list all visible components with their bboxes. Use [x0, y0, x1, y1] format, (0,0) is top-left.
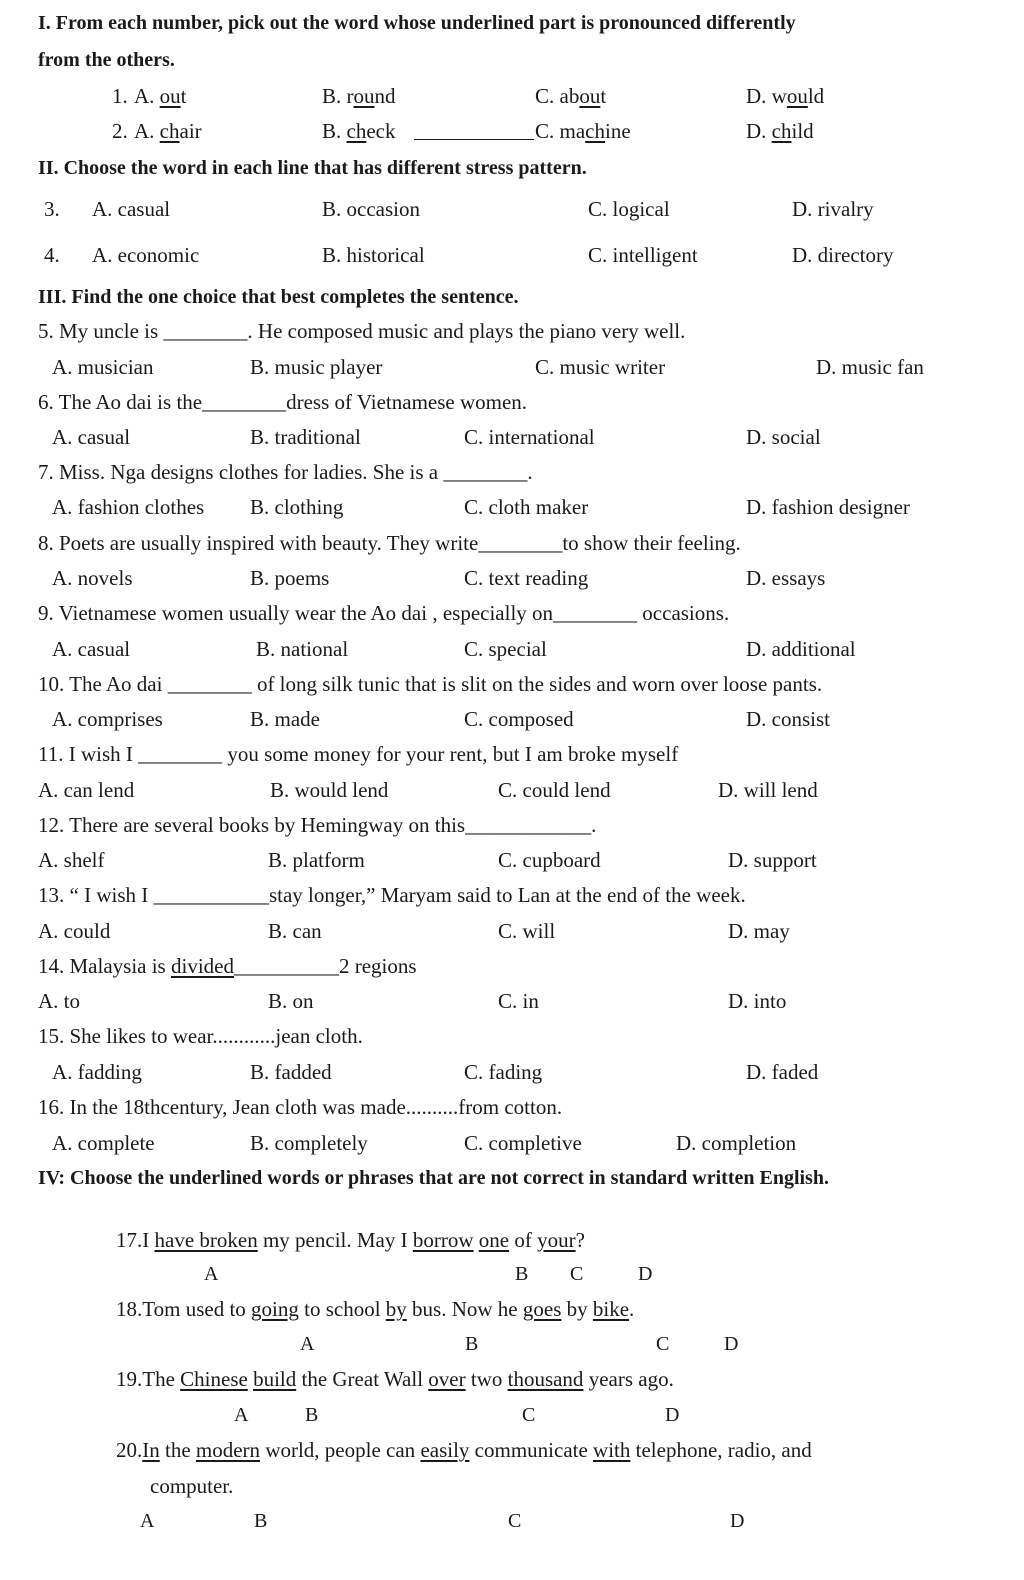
- option-b[interactable]: B. can: [268, 919, 322, 943]
- stem-text: .: [591, 813, 597, 837]
- stem-text: dress of Vietnamese women.: [286, 390, 528, 414]
- letter-d: D: [724, 1333, 739, 1355]
- option-b[interactable]: B. would lend: [270, 778, 389, 802]
- sentence-text: world, people can: [260, 1438, 421, 1462]
- stem-text: 12. There are several books by Hemingway on this: [38, 813, 466, 837]
- question-stem: [38, 741, 678, 767]
- answer-blank[interactable]: ________: [443, 460, 528, 484]
- option-d[interactable]: D. will lend: [718, 778, 818, 802]
- answer-blank[interactable]: ___________: [153, 883, 269, 907]
- sentence-continuation: computer.: [150, 1474, 234, 1498]
- question-sentence: [116, 1296, 634, 1322]
- option-text: t: [600, 84, 607, 108]
- option-b[interactable]: B. national: [256, 637, 349, 661]
- underlined-c[interactable]: easily: [420, 1438, 470, 1462]
- option-b[interactable]: B. platform: [268, 848, 365, 872]
- option-text: ld: [807, 84, 825, 108]
- letter-b: B: [305, 1404, 319, 1426]
- option-c[interactable]: C. intelligent: [588, 243, 698, 267]
- option-text: A.: [134, 84, 160, 108]
- letter-d: D: [730, 1510, 745, 1532]
- option-c[interactable]: [535, 83, 606, 109]
- answer-blank[interactable]: ________: [138, 742, 223, 766]
- answer-blank[interactable]: __________: [233, 954, 339, 978]
- sentence-text: .: [629, 1297, 635, 1321]
- option-a[interactable]: A. economic: [92, 243, 200, 267]
- underlined-part: ch: [585, 119, 605, 143]
- stem-text: 2 regions: [338, 954, 417, 978]
- question-stem: [38, 600, 729, 626]
- option-b[interactable]: B. music player: [250, 355, 383, 379]
- option-a[interactable]: A. fashion clothes: [52, 495, 205, 519]
- question-stem: [38, 318, 685, 344]
- option-d[interactable]: D. directory: [792, 243, 894, 267]
- underlined-d[interactable]: with: [593, 1438, 631, 1462]
- letter-a: A: [300, 1333, 315, 1355]
- letter-b: B: [465, 1333, 479, 1355]
- sentence-text: communicate: [469, 1438, 594, 1462]
- question-stem: [38, 812, 596, 838]
- section-4-heading: IV: Choose the underlined words or phrases that are not correct in standard written English.: [38, 1167, 829, 1189]
- option-b[interactable]: B. made: [250, 707, 320, 731]
- question-stem: [38, 953, 417, 979]
- sentence-text: by: [561, 1297, 593, 1321]
- underlined-a[interactable]: have broken: [154, 1228, 258, 1252]
- sentence-text: the Great Wall: [296, 1367, 429, 1391]
- stem-text: of long silk tunic that is slit on the sides and worn over loose pants.: [251, 672, 823, 696]
- stem-text: to show their feeling.: [562, 531, 741, 555]
- underlined-part: ch: [159, 119, 180, 143]
- option-text: C. ab: [535, 84, 580, 108]
- underlined-b[interactable]: build: [253, 1367, 297, 1391]
- sentence-text: years ago.: [583, 1367, 674, 1391]
- option-d[interactable]: D. social: [746, 425, 821, 449]
- stem-text: 10. The Ao dai: [38, 672, 168, 696]
- option-c[interactable]: C. fading: [464, 1060, 543, 1084]
- option-c[interactable]: C. special: [464, 637, 547, 661]
- option-a[interactable]: A. complete: [52, 1131, 155, 1155]
- sentence-text: Tom used to: [142, 1297, 252, 1321]
- option-text: eck: [366, 119, 396, 143]
- option-text: t: [180, 84, 187, 108]
- option-d[interactable]: D. into: [728, 989, 787, 1013]
- option-d[interactable]: D. support: [728, 848, 817, 872]
- stem-text: stay longer,” Maryam said to Lan at the end of the week.: [268, 883, 746, 907]
- option-c[interactable]: C. composed: [464, 707, 574, 731]
- section-1-heading-line-2: from the others.: [38, 49, 175, 71]
- option-text: ild: [791, 119, 814, 143]
- option-d[interactable]: D. consist: [746, 707, 830, 731]
- question-number: 1.: [112, 84, 128, 108]
- option-c[interactable]: C. in: [498, 989, 539, 1013]
- option-a[interactable]: A. casual: [52, 425, 131, 449]
- question-number: 20.: [116, 1438, 143, 1462]
- option-text: nd: [374, 84, 396, 108]
- underlined-a[interactable]: going: [251, 1297, 299, 1321]
- option-d[interactable]: D. fashion designer: [746, 495, 910, 519]
- option-c[interactable]: C. cloth maker: [464, 495, 589, 519]
- option-text: ine: [605, 119, 631, 143]
- question-number: 17.: [116, 1228, 143, 1252]
- sentence-text: The: [142, 1367, 181, 1391]
- sentence-text: to school: [298, 1297, 386, 1321]
- letter-a: A: [234, 1404, 249, 1426]
- underlined-d[interactable]: thousand: [507, 1367, 584, 1391]
- option-d[interactable]: D. completion: [676, 1131, 797, 1155]
- underlined-part: ch: [346, 119, 367, 143]
- sentence-text: ?: [575, 1228, 585, 1252]
- option-text: A.: [134, 119, 160, 143]
- answer-blank[interactable]: ________: [553, 601, 638, 625]
- option-d[interactable]: [746, 118, 814, 144]
- letter-a: A: [204, 1263, 219, 1285]
- option-c[interactable]: C. completive: [464, 1131, 582, 1155]
- underlined-b[interactable]: modern: [195, 1438, 261, 1462]
- stem-text: 7. Miss. Nga designs clothes for ladies. She is a: [38, 460, 444, 484]
- question-number: 2.: [112, 119, 128, 143]
- underlined-c[interactable]: over: [428, 1367, 466, 1391]
- question-stem: [38, 459, 533, 485]
- option-c[interactable]: C. international: [464, 425, 595, 449]
- stem-text: 11. I wish I: [38, 742, 139, 766]
- letter-d: D: [665, 1404, 680, 1426]
- stem-text: 8. Poets are usually inspired with beauty. They write: [38, 531, 479, 555]
- option-text: D.: [746, 119, 772, 143]
- option-a[interactable]: A. to: [38, 989, 80, 1013]
- underlined-b[interactable]: by: [385, 1297, 407, 1321]
- option-c[interactable]: C. cupboard: [498, 848, 601, 872]
- option-a[interactable]: [134, 83, 187, 109]
- sentence-text: two: [465, 1367, 508, 1391]
- option-b[interactable]: B. occasion: [322, 197, 420, 221]
- underlined-part: ou: [353, 84, 375, 108]
- section-2-heading: II. Choose the word in each line that has different stress pattern.: [38, 157, 587, 179]
- option-c[interactable]: C. logical: [588, 197, 670, 221]
- option-c[interactable]: C. could lend: [498, 778, 611, 802]
- option-b[interactable]: B. fadded: [250, 1060, 332, 1084]
- letter-c: C: [522, 1404, 536, 1426]
- stem-text: 14. Malaysia is: [38, 954, 171, 978]
- sentence-text: telephone, radio, and: [630, 1438, 812, 1462]
- option-a[interactable]: A. fadding: [52, 1060, 142, 1084]
- letter-c: C: [570, 1263, 584, 1285]
- option-b[interactable]: [322, 83, 396, 109]
- question-stem: 15. She likes to wear............jean cloth.: [38, 1024, 363, 1048]
- underlined-word: divided: [170, 954, 234, 978]
- stem-text: 13. “ I wish I: [38, 883, 154, 907]
- option-b[interactable]: B. clothing: [250, 495, 344, 519]
- question-stem: [38, 671, 822, 697]
- question-stem: [38, 882, 746, 908]
- option-text: C. ma: [535, 119, 586, 143]
- option-d[interactable]: D. may: [728, 919, 790, 943]
- underlined-part: ou: [579, 84, 601, 108]
- option-b[interactable]: B. traditional: [250, 425, 361, 449]
- stem-text: 9. Vietnamese women usually wear the Ao dai , especially on: [38, 601, 554, 625]
- stem-text: you some money for your rent, but I am broke myself: [222, 742, 679, 766]
- option-d[interactable]: D. essays: [746, 566, 826, 590]
- underlined-a[interactable]: In: [142, 1438, 160, 1462]
- answer-blank[interactable]: ____________: [465, 813, 592, 837]
- option-a[interactable]: [134, 118, 202, 144]
- option-b[interactable]: B. completely: [250, 1131, 368, 1155]
- underlined-d[interactable]: bike: [592, 1297, 630, 1321]
- sentence-text: I: [142, 1228, 155, 1252]
- letter-a: A: [140, 1510, 155, 1532]
- option-d[interactable]: D. additional: [746, 637, 856, 661]
- question-number: 19.: [116, 1367, 143, 1391]
- answer-blank[interactable]: ________: [478, 531, 563, 555]
- option-c[interactable]: C. will: [498, 919, 556, 943]
- option-b[interactable]: B. poems: [250, 566, 330, 590]
- underlined-d[interactable]: your: [537, 1228, 576, 1252]
- option-a[interactable]: A. comprises: [52, 707, 163, 731]
- stem-text: occasions.: [637, 601, 730, 625]
- section-1-heading-line-1: I. From each number, pick out the word whose underlined part is pronounced differently: [38, 12, 796, 34]
- option-c[interactable]: C. music writer: [535, 355, 666, 379]
- blank-line: [414, 139, 534, 140]
- option-d[interactable]: D. music fan: [816, 355, 924, 379]
- option-text: D. w: [746, 84, 787, 108]
- option-c[interactable]: [535, 118, 631, 144]
- underlined-part: ou: [159, 84, 181, 108]
- question-stem: [38, 389, 527, 415]
- underlined-part: ch: [771, 119, 792, 143]
- question-number: 4.: [44, 243, 60, 267]
- underlined-c[interactable]: one: [478, 1228, 510, 1252]
- option-text: B. r: [322, 84, 354, 108]
- section-3-heading: III. Find the one choice that best completes the sentence.: [38, 286, 519, 308]
- sentence-text: bus. Now he: [406, 1297, 523, 1321]
- option-a[interactable]: A. musician: [52, 355, 154, 379]
- option-a[interactable]: A. shelf: [38, 848, 105, 872]
- underlined-part: ou: [786, 84, 808, 108]
- answer-blank[interactable]: ________: [202, 390, 287, 414]
- letter-b: B: [254, 1510, 268, 1532]
- stem-text: . He composed music and plays the piano very well.: [247, 319, 686, 343]
- underlined-a[interactable]: Chinese: [180, 1367, 248, 1391]
- option-c[interactable]: C. text reading: [464, 566, 589, 590]
- option-d[interactable]: [746, 83, 824, 109]
- sentence-text: my pencil. May I: [257, 1228, 413, 1252]
- option-a[interactable]: A. casual: [52, 637, 131, 661]
- letter-c: C: [508, 1510, 522, 1532]
- answer-blank[interactable]: ________: [163, 319, 248, 343]
- option-text: B.: [322, 119, 347, 143]
- stem-text: 6. The Ao dai is the: [38, 390, 203, 414]
- letter-c: C: [656, 1333, 670, 1355]
- underlined-c[interactable]: goes: [522, 1297, 562, 1321]
- underlined-b[interactable]: borrow: [412, 1228, 474, 1252]
- sentence-text: of: [509, 1228, 538, 1252]
- stem-text: 5. My uncle is: [38, 319, 164, 343]
- letter-b: B: [515, 1263, 529, 1285]
- question-number: 18.: [116, 1297, 143, 1321]
- question-stem: 16. In the 18thcentury, Jean cloth was made..........from cotton.: [38, 1095, 563, 1119]
- question-sentence: [116, 1437, 812, 1463]
- option-a[interactable]: A. could: [38, 919, 111, 943]
- option-b[interactable]: [322, 118, 396, 144]
- question-stem: [38, 530, 741, 556]
- option-a[interactable]: A. novels: [52, 566, 133, 590]
- stem-text: .: [527, 460, 533, 484]
- question-sentence: [116, 1227, 585, 1253]
- option-text: air: [179, 119, 202, 143]
- option-a[interactable]: A. casual: [92, 197, 171, 221]
- option-b[interactable]: B. historical: [322, 243, 425, 267]
- question-sentence: [116, 1366, 674, 1392]
- question-number: 3.: [44, 197, 60, 221]
- option-a[interactable]: A. can lend: [38, 778, 135, 802]
- option-d[interactable]: D. faded: [746, 1060, 819, 1084]
- sentence-text: the: [159, 1438, 196, 1462]
- option-b[interactable]: B. on: [268, 989, 314, 1013]
- answer-blank[interactable]: ________: [167, 672, 252, 696]
- option-d[interactable]: D. rivalry: [792, 197, 874, 221]
- letter-d: D: [638, 1263, 653, 1285]
